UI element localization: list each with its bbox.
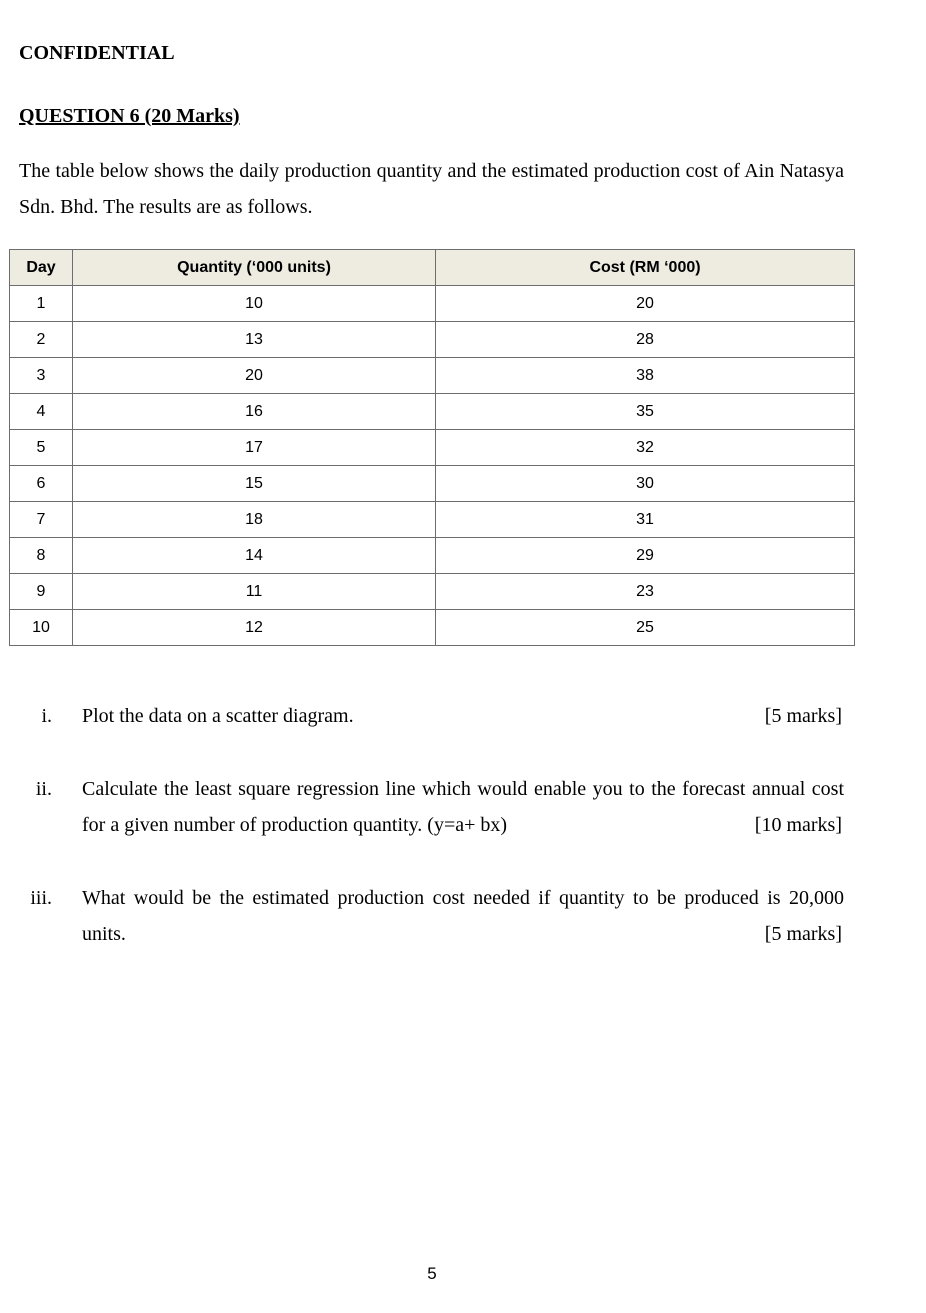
cell-cost: 35 xyxy=(436,394,855,430)
cell-cost: 38 xyxy=(436,358,855,394)
table-row xyxy=(10,538,855,574)
cell-cost: 20 xyxy=(436,286,855,322)
cell-day: 5 xyxy=(10,430,73,466)
table-row xyxy=(10,466,855,502)
cell-quantity: 12 xyxy=(73,610,436,646)
cell-quantity: 17 xyxy=(73,430,436,466)
cell-quantity: 18 xyxy=(73,502,436,538)
table-row xyxy=(10,322,855,358)
cell-cost: 32 xyxy=(436,430,855,466)
table-row xyxy=(10,286,855,322)
question-number: i. xyxy=(41,705,52,727)
question-number: iii. xyxy=(30,887,52,909)
table-header-row xyxy=(10,250,855,286)
cell-quantity: 16 xyxy=(73,394,436,430)
cell-quantity: 20 xyxy=(73,358,436,394)
cell-day: 10 xyxy=(10,610,73,646)
cell-cost: 23 xyxy=(436,574,855,610)
table-row xyxy=(10,502,855,538)
cell-cost: 29 xyxy=(436,538,855,574)
header-day: Day xyxy=(10,250,73,286)
cell-cost: 25 xyxy=(436,610,855,646)
question-text: Plot the data on a scatter diagram. xyxy=(82,705,354,727)
cell-day: 6 xyxy=(10,466,73,502)
cell-quantity: 14 xyxy=(73,538,436,574)
cell-quantity: 15 xyxy=(73,466,436,502)
cell-day: 4 xyxy=(10,394,73,430)
cell-day: 9 xyxy=(10,574,73,610)
cell-quantity: 11 xyxy=(73,574,436,610)
table-row xyxy=(10,574,855,610)
cell-quantity: 10 xyxy=(73,286,436,322)
cell-day: 3 xyxy=(10,358,73,394)
table-row xyxy=(10,394,855,430)
table-row xyxy=(10,430,855,466)
cell-day: 7 xyxy=(10,502,73,538)
page-number: 5 xyxy=(427,1264,437,1283)
table-row xyxy=(10,358,855,394)
confidential-label: CONFIDENTIAL xyxy=(19,42,175,64)
header-quantity: Quantity (‘000 units) xyxy=(73,250,436,286)
production-table xyxy=(9,249,855,646)
question-number: ii. xyxy=(35,778,52,800)
cell-day: 2 xyxy=(10,322,73,358)
cell-cost: 28 xyxy=(436,322,855,358)
question-text: Calculate the least square regression line which would enable you to the forecast annual cost for a given number of production quantity. (y=a+ bx) xyxy=(82,778,844,836)
table-row xyxy=(10,610,855,646)
question-text: What would be the estimated production cost needed if quantity to be produced is 20,000 units. xyxy=(82,887,844,945)
cell-day: 8 xyxy=(10,538,73,574)
cell-cost: 30 xyxy=(436,466,855,502)
question-marks: [5 marks] xyxy=(764,923,842,945)
cell-day: 1 xyxy=(10,286,73,322)
question-marks: [10 marks] xyxy=(754,814,842,836)
cell-quantity: 13 xyxy=(73,322,436,358)
cell-cost: 31 xyxy=(436,502,855,538)
question-title: QUESTION 6 (20 Marks) xyxy=(19,105,240,127)
question-marks: [5 marks] xyxy=(764,705,842,727)
header-cost: Cost (RM ‘000) xyxy=(436,250,855,286)
intro-paragraph: The table below shows the daily production quantity and the estimated production cost of Ain Natasya Sdn. Bhd. The results are as follows. xyxy=(19,160,844,218)
